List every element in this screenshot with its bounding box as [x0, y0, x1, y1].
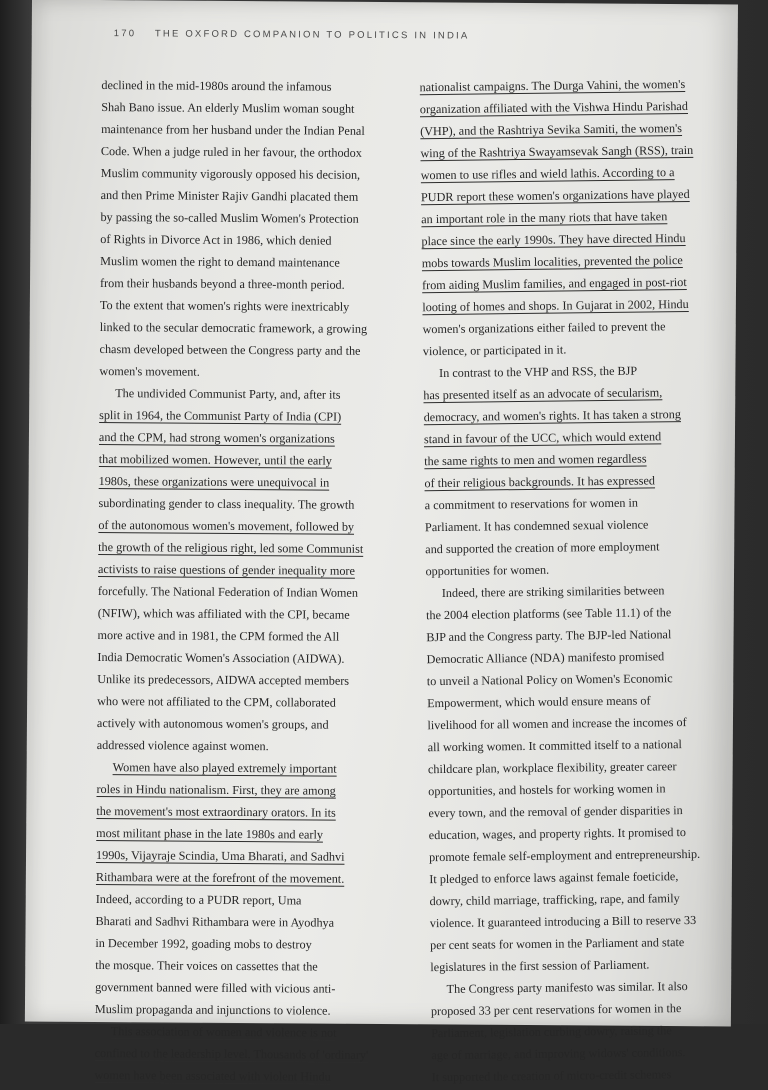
text-line: and then Prime Minister Rajiv Gandhi placated them	[100, 188, 359, 204]
text-line: Code. When a judge ruled in her favour, the orthodox	[100, 144, 362, 160]
text-line: violence. It guaranteed introducing a Bill to reserve 33	[429, 912, 697, 931]
text-line: Parliament. It has condemned sexual violence	[424, 517, 649, 535]
text-line: the growth of the religious right, led some Communist	[98, 540, 364, 556]
text-line: age of marriage, and improving widows' conditions.	[431, 1045, 686, 1063]
text-line: Muslim women the right to demand maintenance	[100, 254, 340, 270]
text-line: place since the early 1990s. They have directed Hindu	[421, 231, 686, 249]
text-line: (NFIW), which was affiliated with the CPI, became	[97, 606, 350, 622]
text-line: Muslim propaganda and injunctions to violence.	[94, 1001, 331, 1018]
text-line: Indeed, according to a PUDR report, Uma	[95, 892, 302, 908]
text-line: mobs towards Muslim localities, prevented the police	[421, 253, 683, 271]
right-column	[419, 73, 727, 1089]
text-line: India Democratic Women's Association (AIDWA).	[97, 650, 345, 666]
text-line: declined in the mid-1980s around the infamous	[101, 78, 332, 94]
text-line: 1980s, these organizations were unequivocal in	[98, 474, 330, 490]
text-line: Bharati and Sadhvi Rithambara were in Ayodhya	[95, 914, 335, 930]
running-head	[114, 28, 470, 41]
text-line: Muslim community vigorously opposed his decision,	[100, 166, 361, 182]
text-line: the mosque. Their voices on cassettes that the	[95, 958, 318, 974]
text-line: forcefully. The National Federation of Indian Women	[97, 584, 359, 600]
text-line: Rithambara were at the forefront of the movement.	[95, 870, 345, 886]
text-line: women's movement.	[99, 364, 200, 379]
text-line: PUDR report these women's organizations have played	[420, 186, 690, 205]
text-line: organization affiliated with the Vishwa Hindu Parishad	[419, 98, 688, 117]
text-line: split in 1964, the Communist Party of India (CPI)	[99, 408, 342, 424]
text-line: Empowerment, which would ensure means of	[427, 693, 651, 711]
text-line: chasm developed between the Congress party and the	[99, 342, 361, 358]
text-line: opportunities for women.	[425, 562, 550, 579]
text-line: 1990s, Vijayraje Scindia, Uma Bharati, and Sadhvi	[95, 848, 345, 864]
text-line: violence, or participated in it.	[422, 342, 567, 359]
text-line: The undivided Communist Party, and, after its	[115, 386, 341, 402]
text-line: wing of the Rashtriya Swayamsevak Sangh (RSS), train	[420, 142, 694, 161]
text-line: Democratic Alliance (NDA) manifesto promised	[426, 649, 665, 667]
page-number: 170	[113, 28, 137, 40]
text-line: subordinating gender to class inequality. The growth	[98, 496, 355, 512]
text-line: promote female self-employment and entrepreneurship.	[428, 846, 701, 865]
text-line: opportunities, and hostels for working women in	[428, 781, 666, 799]
text-line: addressed violence against women.	[96, 738, 269, 754]
text-line: the 2004 election platforms (see Table 11.1) of the	[425, 605, 672, 623]
text-line: per cent seats for women in the Parliament and state	[430, 935, 685, 953]
text-line: (VHP), and the Rashtriya Sevika Samiti, the women's	[420, 121, 683, 139]
text-line: looting of homes and shops. In Gujarat in 2002, Hindu	[422, 296, 689, 315]
text-line: It pledged to enforce laws against female foeticide,	[429, 869, 679, 887]
text-line: activists to raise questions of gender inequality more	[97, 562, 355, 578]
text-line: to unveil a National Policy on Women's Economic	[426, 671, 673, 689]
text-line: women to use rifles and wield lathis. According to a	[420, 165, 675, 183]
text-line: dowry, child marriage, trafficking, rape, and family	[429, 891, 680, 909]
text-line: To the extent that women's rights were inextricably	[99, 298, 350, 314]
text-line: legislatures in the first session of Parliament.	[430, 957, 650, 975]
text-line: linked to the secular democratic framework, a growing	[99, 320, 368, 336]
left-column	[94, 74, 401, 1088]
text-line: Unlike its predecessors, AIDWA accepted members	[97, 672, 350, 688]
text-line: livelihood for all women and increase the incomes of	[427, 715, 687, 733]
text-line: of their religious backgrounds. It has expressed	[424, 473, 656, 491]
text-line: stand in favour of the UCC, which would extend	[423, 429, 662, 447]
text-line: women's organizations either failed to prevent the	[422, 319, 666, 337]
text-line: most militant phase in the late 1980s and early	[96, 826, 324, 842]
text-line: from aiding Muslim families, and engaged in post-riot	[421, 274, 687, 293]
text-line: actively with autonomous women's groups, and	[96, 716, 329, 732]
text-line: The Congress party manifesto was similar. It also	[446, 979, 688, 996]
text-line: the movement's most extraordinary orators. In its	[96, 804, 336, 820]
text-line: education, wages, and property rights. It promised to	[428, 825, 687, 843]
text-line: proposed 33 per cent reservations for women in the	[430, 1001, 682, 1019]
text-line: This association of women and violence is not	[110, 1024, 337, 1040]
text-line: who were not affiliated to the CPM, collaborated	[97, 694, 336, 710]
text-line: all working women. It committed itself to a national	[427, 737, 682, 755]
text-line: maintenance from her husband under the Indian Penal	[101, 122, 365, 138]
text-line: an important role in the many riots that have taken	[421, 209, 668, 227]
text-line: every town, and the removal of gender disparities in	[428, 803, 683, 821]
text-line: of the autonomous women's movement, followed by	[98, 518, 355, 534]
text-line: that mobilized women. However, until the early	[98, 452, 332, 468]
text-line: of Rights in Divorce Act in 1986, which denied	[100, 232, 332, 248]
text-line: BJP and the Congress party. The BJP-led National	[426, 627, 672, 645]
text-line: roles in Hindu nationalism. First, they are among	[96, 782, 336, 798]
text-line: In contrast to the VHP and RSS, the BJP	[439, 363, 638, 381]
text-line: Shah Bano issue. An elderly Muslim woman sought	[101, 100, 355, 116]
text-line: the same rights to men and women regardless	[424, 451, 647, 469]
text-line: has presented itself as an advocate of secularism,	[423, 385, 663, 403]
book-page	[25, 0, 738, 1085]
text-line: nationalist campaigns. The Durga Vahini, the women's	[419, 76, 686, 95]
text-line: childcare plan, workplace flexibility, greater career	[427, 759, 677, 777]
text-line: Women have also played extremely important	[112, 760, 337, 776]
text-line: democracy, and women's rights. It has taken a strong	[423, 407, 681, 425]
text-line: confined to the leadership level. Thousands of 'ordinary'	[94, 1045, 369, 1062]
text-line: in December 1992, goading mobs to destroy	[95, 936, 312, 952]
text-line: women have been associated with violent Hindu	[94, 1067, 331, 1084]
text-line: government banned were filled with vicious anti-	[95, 980, 336, 996]
book-title: THE OXFORD COMPANION TO POLITICS IN INDIA	[154, 28, 470, 42]
text-line: and the CPM, had strong women's organizations	[98, 430, 335, 446]
text-line: and supported the creation of more employment	[425, 539, 660, 557]
text-line: Parliament, legislation curbing dowry, raising the	[431, 1023, 672, 1041]
text-line: Indeed, there are striking similarities between	[441, 583, 665, 601]
text-line: by passing the so-called Muslim Women's Protection	[100, 210, 359, 226]
text-line: It supported the creation of micro-credit schemes	[431, 1067, 672, 1085]
text-line: a commitment to reservations for women in	[424, 495, 639, 513]
text-line: more active and in 1981, the CPM formed the All	[97, 628, 340, 644]
text-line: from their husbands beyond a three-month period.	[99, 276, 345, 292]
